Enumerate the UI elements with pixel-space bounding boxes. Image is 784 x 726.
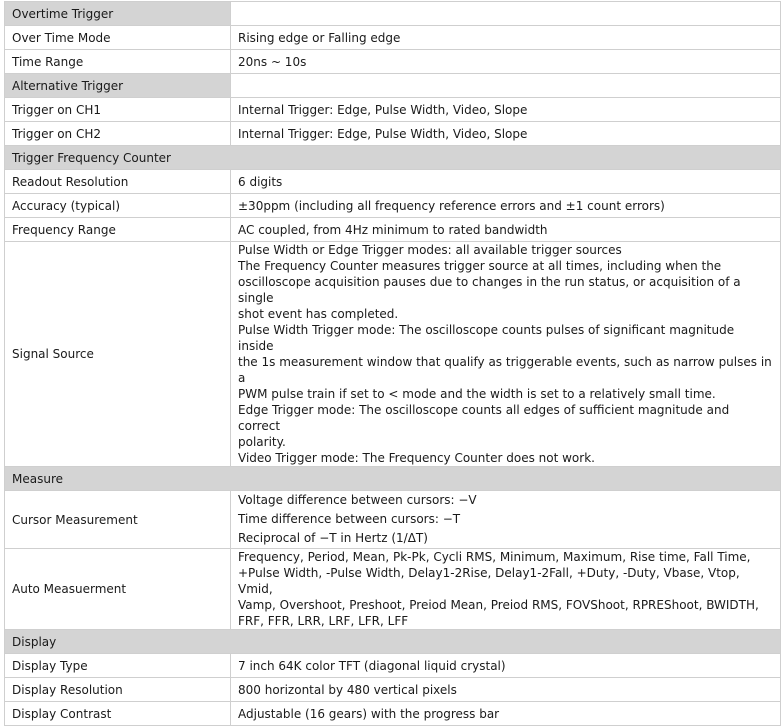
spec-value-line: the 1s measurement window that qualify as triggerable events, such as narrow pulses in a bbox=[238, 355, 772, 385]
spec-row bbox=[5, 491, 781, 549]
spec-value-line: +Pulse Width, -Pulse Width, Delay1-2Rise, Delay1-2Fall, +Duty, -Duty, Vbase, Vtop, Vmid, bbox=[238, 566, 740, 596]
spec-label: Time Range bbox=[5, 50, 231, 74]
spec-row bbox=[5, 702, 781, 726]
spec-row bbox=[5, 678, 781, 702]
spec-row bbox=[5, 549, 781, 630]
section-header bbox=[5, 74, 781, 98]
spec-value-line: 800 horizontal by 480 vertical pixels bbox=[238, 682, 457, 697]
spec-value bbox=[231, 50, 781, 74]
spec-row bbox=[5, 242, 781, 467]
spec-value-line: 7 inch 64K color TFT (diagonal liquid crystal) bbox=[238, 658, 506, 673]
spec-table bbox=[4, 1, 781, 726]
spec-table-body bbox=[5, 2, 781, 726]
section-title: Measure bbox=[5, 467, 781, 491]
spec-value-line: Frequency, Period, Mean, Pk-Pk, Cycli RMS, Minimum, Maximum, Rise time, Fall Time, bbox=[238, 550, 751, 564]
spec-value-line: Voltage difference between cursors: −V bbox=[238, 493, 477, 507]
spec-value bbox=[231, 549, 781, 630]
spec-label: Display Resolution bbox=[5, 678, 231, 702]
spec-label: Readout Resolution bbox=[5, 170, 231, 194]
spec-label: Trigger on CH1 bbox=[5, 98, 231, 122]
spec-value-line: PWM pulse train if set to < mode and the width is set to a relatively small time. bbox=[238, 387, 716, 401]
spec-label: Display Contrast bbox=[5, 702, 231, 726]
spec-value-line: 20ns ~ 10s bbox=[238, 54, 307, 69]
spec-value bbox=[231, 491, 781, 549]
spec-value bbox=[231, 678, 781, 702]
spec-value bbox=[231, 702, 781, 726]
spec-value bbox=[231, 122, 781, 146]
section-title: Overtime Trigger bbox=[5, 2, 231, 26]
spec-label: Signal Source bbox=[5, 242, 231, 467]
spec-value-line: The Frequency Counter measures trigger source at all times, including when the bbox=[238, 259, 722, 273]
spec-value-line: Rising edge or Falling edge bbox=[238, 30, 401, 45]
spec-value-line: Time difference between cursors: −T bbox=[238, 512, 461, 526]
spec-label: Display Type bbox=[5, 654, 231, 678]
spec-row bbox=[5, 122, 781, 146]
spec-label: Over Time Mode bbox=[5, 26, 231, 50]
spec-row bbox=[5, 98, 781, 122]
spec-value-line: oscilloscope acquisition pauses due to changes in the run status, or acquisition of a single bbox=[238, 275, 741, 305]
section-header bbox=[5, 630, 781, 654]
spec-value-line: Internal Trigger: Edge, Pulse Width, Video, Slope bbox=[238, 126, 528, 141]
spec-value-line: Reciprocal of −T in Hertz (1/ΔT) bbox=[238, 531, 428, 545]
spec-value-line: shot event has completed. bbox=[238, 307, 399, 321]
spec-value-line: 6 digits bbox=[238, 174, 283, 189]
spec-value-line: Video Trigger mode: The Frequency Counter does not work. bbox=[238, 451, 595, 465]
spec-value-line: FRF, FFR, LRR, LRF, LFR, LFF bbox=[238, 614, 409, 628]
spec-row bbox=[5, 654, 781, 678]
spec-value bbox=[231, 26, 781, 50]
section-title: Trigger Frequency Counter bbox=[5, 146, 781, 170]
spec-value bbox=[231, 194, 781, 218]
spec-value-line: Vamp, Overshoot, Preshoot, Preiod Mean, Preiod RMS, FOVShoot, RPREShoot, BWIDTH, bbox=[238, 598, 759, 612]
spec-value-line: polarity. bbox=[238, 435, 286, 449]
spec-row bbox=[5, 170, 781, 194]
spec-value bbox=[231, 654, 781, 678]
spec-label: Auto Measuerment bbox=[5, 549, 231, 630]
spec-label: Cursor Measurement bbox=[5, 491, 231, 549]
spec-label: Frequency Range bbox=[5, 218, 231, 242]
spec-row bbox=[5, 50, 781, 74]
spec-row bbox=[5, 194, 781, 218]
spec-label: Trigger on CH2 bbox=[5, 122, 231, 146]
section-header bbox=[5, 146, 781, 170]
section-title: Display bbox=[5, 630, 781, 654]
spec-value-line: Adjustable (16 gears) with the progress bar bbox=[238, 706, 500, 721]
spec-value-line: Edge Trigger mode: The oscilloscope counts all edges of sufficient magnitude and correct bbox=[238, 403, 730, 433]
section-header bbox=[5, 2, 781, 26]
spec-value bbox=[231, 218, 781, 242]
spec-value bbox=[231, 242, 781, 467]
spec-value bbox=[231, 170, 781, 194]
section-header bbox=[5, 467, 781, 491]
spec-value bbox=[231, 98, 781, 122]
spec-label: Accuracy (typical) bbox=[5, 194, 231, 218]
spec-value-line: ±30ppm (including all frequency reference errors and ±1 count errors) bbox=[238, 198, 665, 213]
section-empty-cell bbox=[231, 74, 781, 98]
spec-value-line: Pulse Width Trigger mode: The oscilloscope counts pulses of significant magnitude inside bbox=[238, 323, 735, 353]
spec-value-line: AC coupled, from 4Hz minimum to rated bandwidth bbox=[238, 222, 548, 237]
spec-value-line: Pulse Width or Edge Trigger modes: all available trigger sources bbox=[238, 243, 622, 257]
spec-row bbox=[5, 26, 781, 50]
section-title: Alternative Trigger bbox=[5, 74, 231, 98]
section-empty-cell bbox=[231, 2, 781, 26]
spec-value-line: Internal Trigger: Edge, Pulse Width, Video, Slope bbox=[238, 102, 528, 117]
spec-row bbox=[5, 218, 781, 242]
